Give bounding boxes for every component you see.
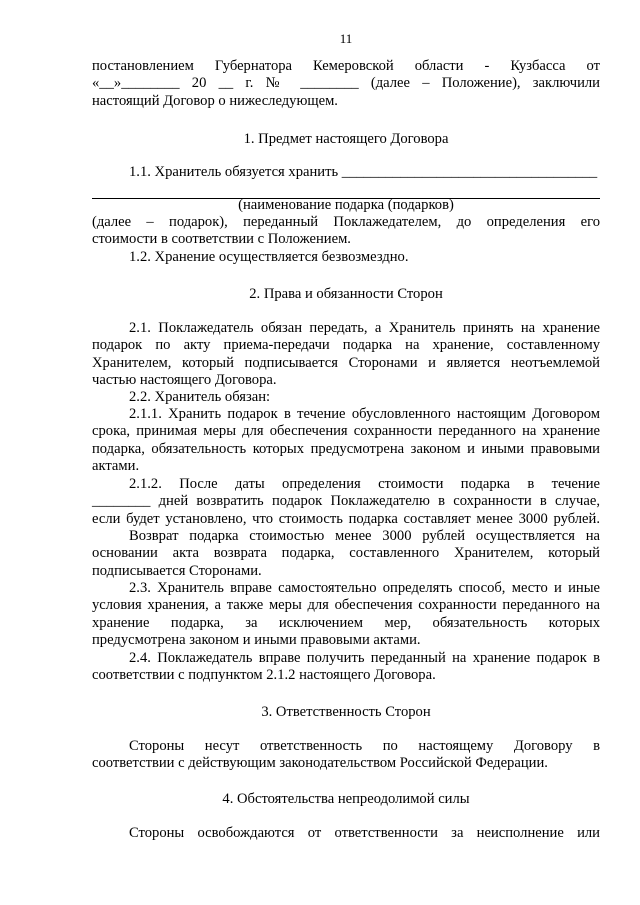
clause-2-1: [92, 320, 600, 390]
clause-2-2: 2.2. Хранитель обязан:: [129, 389, 271, 405]
text-line: настоящий Договор о нижеследующем.: [92, 92, 338, 109]
text-line: Стороны несут ответственность по настоящему Договору в: [129, 738, 600, 754]
text-line: частью настоящего Договора.: [92, 372, 277, 389]
section-title: 3. Ответственность Сторон: [261, 704, 431, 720]
clause-1-2: 1.2. Хранение осуществляется безвозмездно.: [129, 249, 409, 265]
text-line: срока, принимая меры для обеспечения сохранности переданного на хранение: [92, 423, 600, 440]
text-line: 2.4. Поклажедатель вправе получить переданный на хранение подарок в: [129, 650, 600, 666]
text-line: основании акта возврата подарка, составленного Хранителем, который: [92, 545, 600, 562]
section-title: 2. Права и обязанности Сторон: [249, 286, 443, 302]
text-line: условия хранения, а также меры для обеспечения сохранности переданного на: [92, 597, 600, 614]
clause-1-1-continued: [92, 214, 600, 249]
text-line: предусмотрена законом и иными правовыми актами.: [92, 632, 421, 649]
text-line: ________ дней возвратить подарок Поклажедателю в сохранности в случае,: [92, 493, 600, 510]
page-number: 11: [339, 31, 353, 46]
text-line: 2.1.2. После даты определения стоимости подарка в течение: [129, 476, 600, 492]
text-line: «__»________ 20 __ г. № ________ (далее – Положение), заключили: [92, 75, 600, 92]
text-line: соответствии с действующим законодательством Российской Федерации.: [92, 755, 548, 772]
text-line: 2.3. Хранитель вправе самостоятельно определять способ, место и иные: [129, 580, 600, 596]
return-paragraph: [92, 528, 600, 580]
text-line: 2.1.1. Хранить подарок в течение обусловленного настоящим Договором: [129, 406, 600, 422]
clause-2-1-1: [92, 406, 600, 476]
clause-2-3: [92, 580, 600, 650]
text-line: подарок по акту приема-передачи подарка на хранение, составленному: [92, 337, 600, 354]
text-line: Стороны освобождаются от ответственности за неисполнение или: [129, 825, 600, 841]
clause-1-1: 1.1. Хранитель обязуется хранить ___________________________________: [129, 164, 598, 180]
text-line: подписывается Сторонами.: [92, 562, 262, 579]
text-line: Возврат подарка стоимостью менее 3000 рублей осуществляется на: [129, 528, 600, 544]
text-line: (далее – подарок), переданный Поклажедателем, до определения его: [92, 214, 600, 230]
text-line: хранение подарка, за исключением мер, обязательность которых: [92, 614, 600, 631]
text-line: постановлением Губернатора Кемеровской области - Кузбасса от: [92, 58, 600, 74]
clause-2-4: [92, 650, 600, 685]
text-line: стоимости в соответствии с Положением.: [92, 231, 351, 248]
text-line: подарка, обязательность которых предусмотрена законом и иными правовыми: [92, 440, 600, 457]
section-3-text: [92, 738, 600, 773]
text-line: 2.1. Поклажедатель обязан передать, а Хранитель принять на хранение: [129, 320, 600, 336]
text-line: актами.: [92, 458, 140, 475]
clause-2-1-2: [92, 476, 600, 528]
text-line: соответствии с подпунктом 2.1.2 настоящего Договора.: [92, 667, 436, 684]
text-line: Хранителем, который подписывается Сторонами и является неотъемлемой: [92, 354, 600, 371]
caption-gift-name: (наименование подарка (подарков): [238, 197, 454, 213]
intro-paragraph: [92, 58, 600, 110]
section-title: 4. Обстоятельства непреодолимой силы: [222, 791, 470, 807]
text-line: если будет установлено, что стоимость подарка составляет менее 3000 рублей.: [92, 510, 600, 527]
section-4-text: [92, 825, 600, 842]
section-title: 1. Предмет настоящего Договора: [243, 131, 449, 147]
